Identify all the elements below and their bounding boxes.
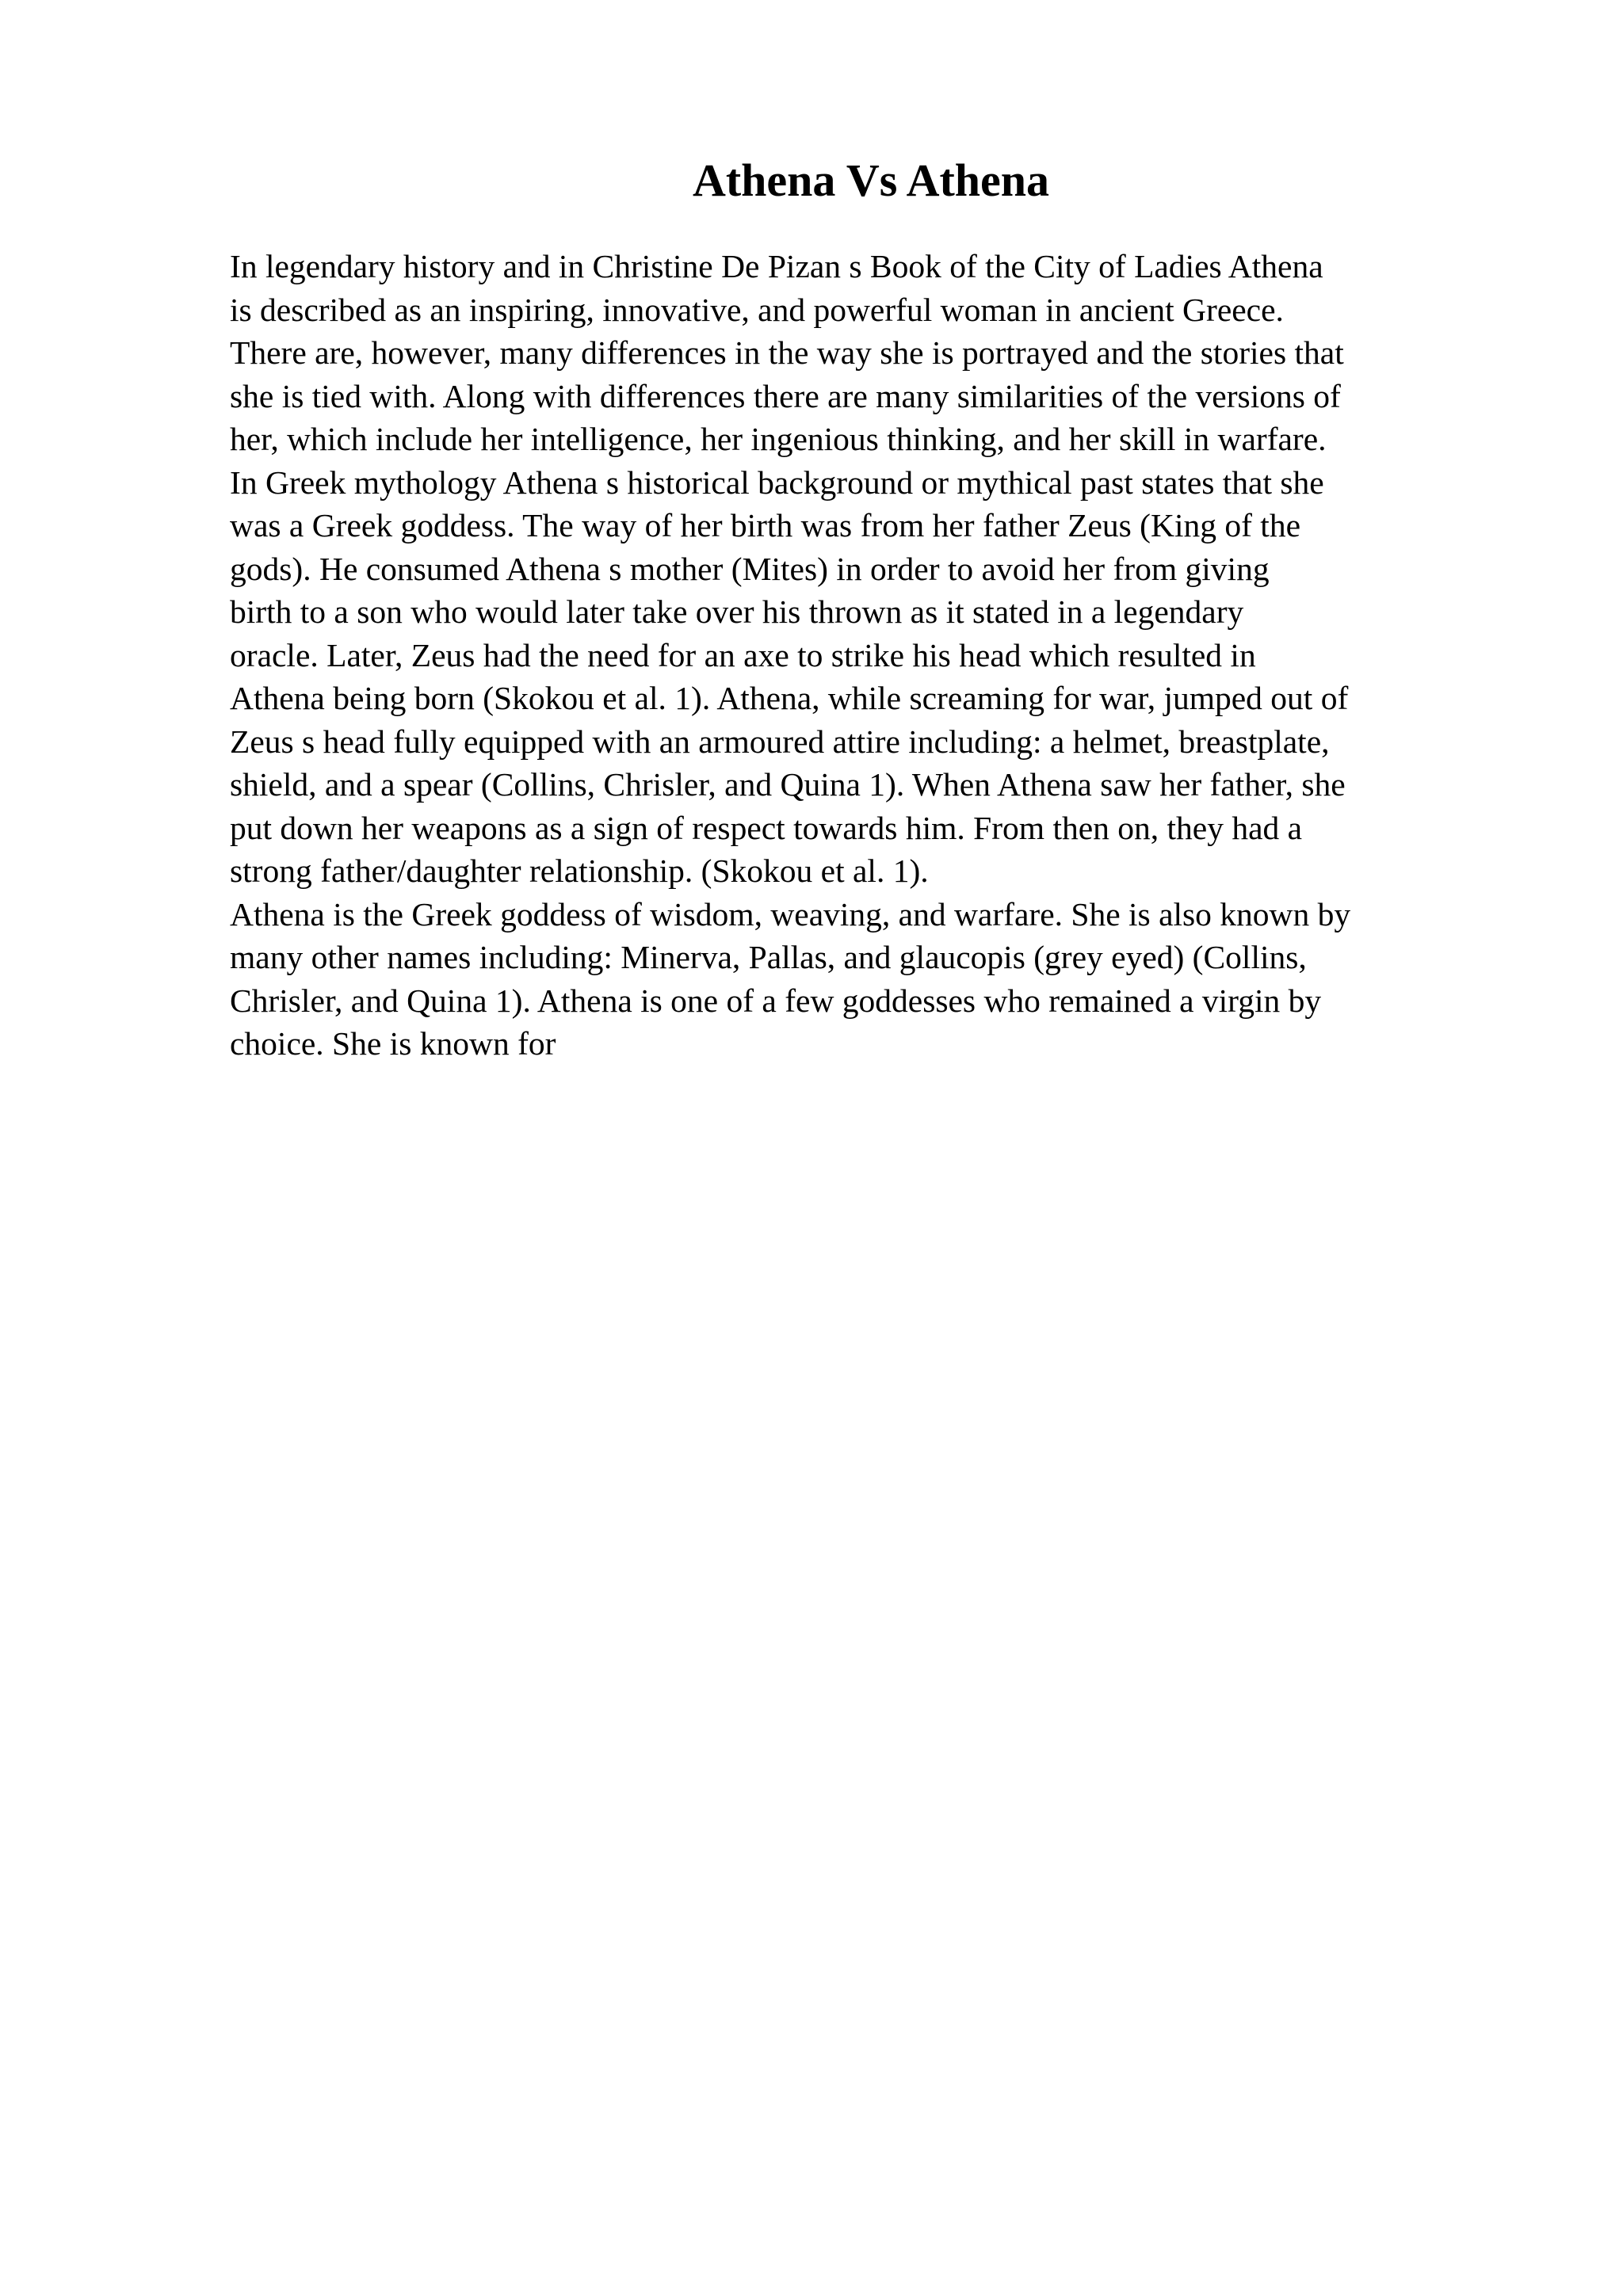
body-line: choice. She is known for xyxy=(230,1025,556,1062)
body-line: shield, and a spear (Collins, Chrisler, and Quina 1). When Athena saw her father, she xyxy=(230,766,1346,803)
body-line: Chrisler, and Quina 1). Athena is one of a few goddesses who remained a virgin by xyxy=(230,982,1322,1019)
document-title: Athena Vs Athena xyxy=(692,154,1050,206)
body-line: In legendary history and in Christine De Pizan s Book of the City of Ladies Athena xyxy=(230,248,1323,284)
document-body xyxy=(230,245,1498,1066)
body-line: was a Greek goddess. The way of her birth was from her father Zeus (King of the xyxy=(230,507,1300,543)
body-line: There are, however, many differences in the way she is portrayed and the stories that xyxy=(230,334,1344,371)
body-line: oracle. Later, Zeus had the need for an axe to strike his head which resulted in xyxy=(230,636,1256,673)
body-line: her, which include her intelligence, her ingenious thinking, and her skill in warfare. xyxy=(230,421,1327,457)
body-line: strong father/daughter relationship. (Skokou et al. 1). xyxy=(230,852,929,889)
body-line: Athena is the Greek goddess of wisdom, weaving, and warfare. She is also known by xyxy=(230,895,1351,933)
body-line: put down her weapons as a sign of respect towards him. From then on, they had a xyxy=(230,809,1303,846)
body-line: Athena being born (Skokou et al. 1). Athena, while screaming for war, jumped out of xyxy=(230,680,1349,716)
body-line: gods). He consumed Athena s mother (Mites) in order to avoid her from giving xyxy=(230,550,1270,587)
body-line: Zeus s head fully equipped with an armoured attire including: a helmet, breastplate, xyxy=(230,723,1330,760)
body-line: is described as an inspiring, innovative, and powerful woman in ancient Greece. xyxy=(230,291,1284,328)
body-line: In Greek mythology Athena s historical background or mythical past states that she xyxy=(230,463,1324,501)
body-line: she is tied with. Along with differences there are many similarities of the versions of xyxy=(230,377,1341,414)
body-line: many other names including: Minerva, Pallas, and glaucopis (grey eyed) (Collins, xyxy=(230,939,1307,975)
body-line: birth to a son who would later take over his thrown as it stated in a legendary xyxy=(230,593,1244,630)
